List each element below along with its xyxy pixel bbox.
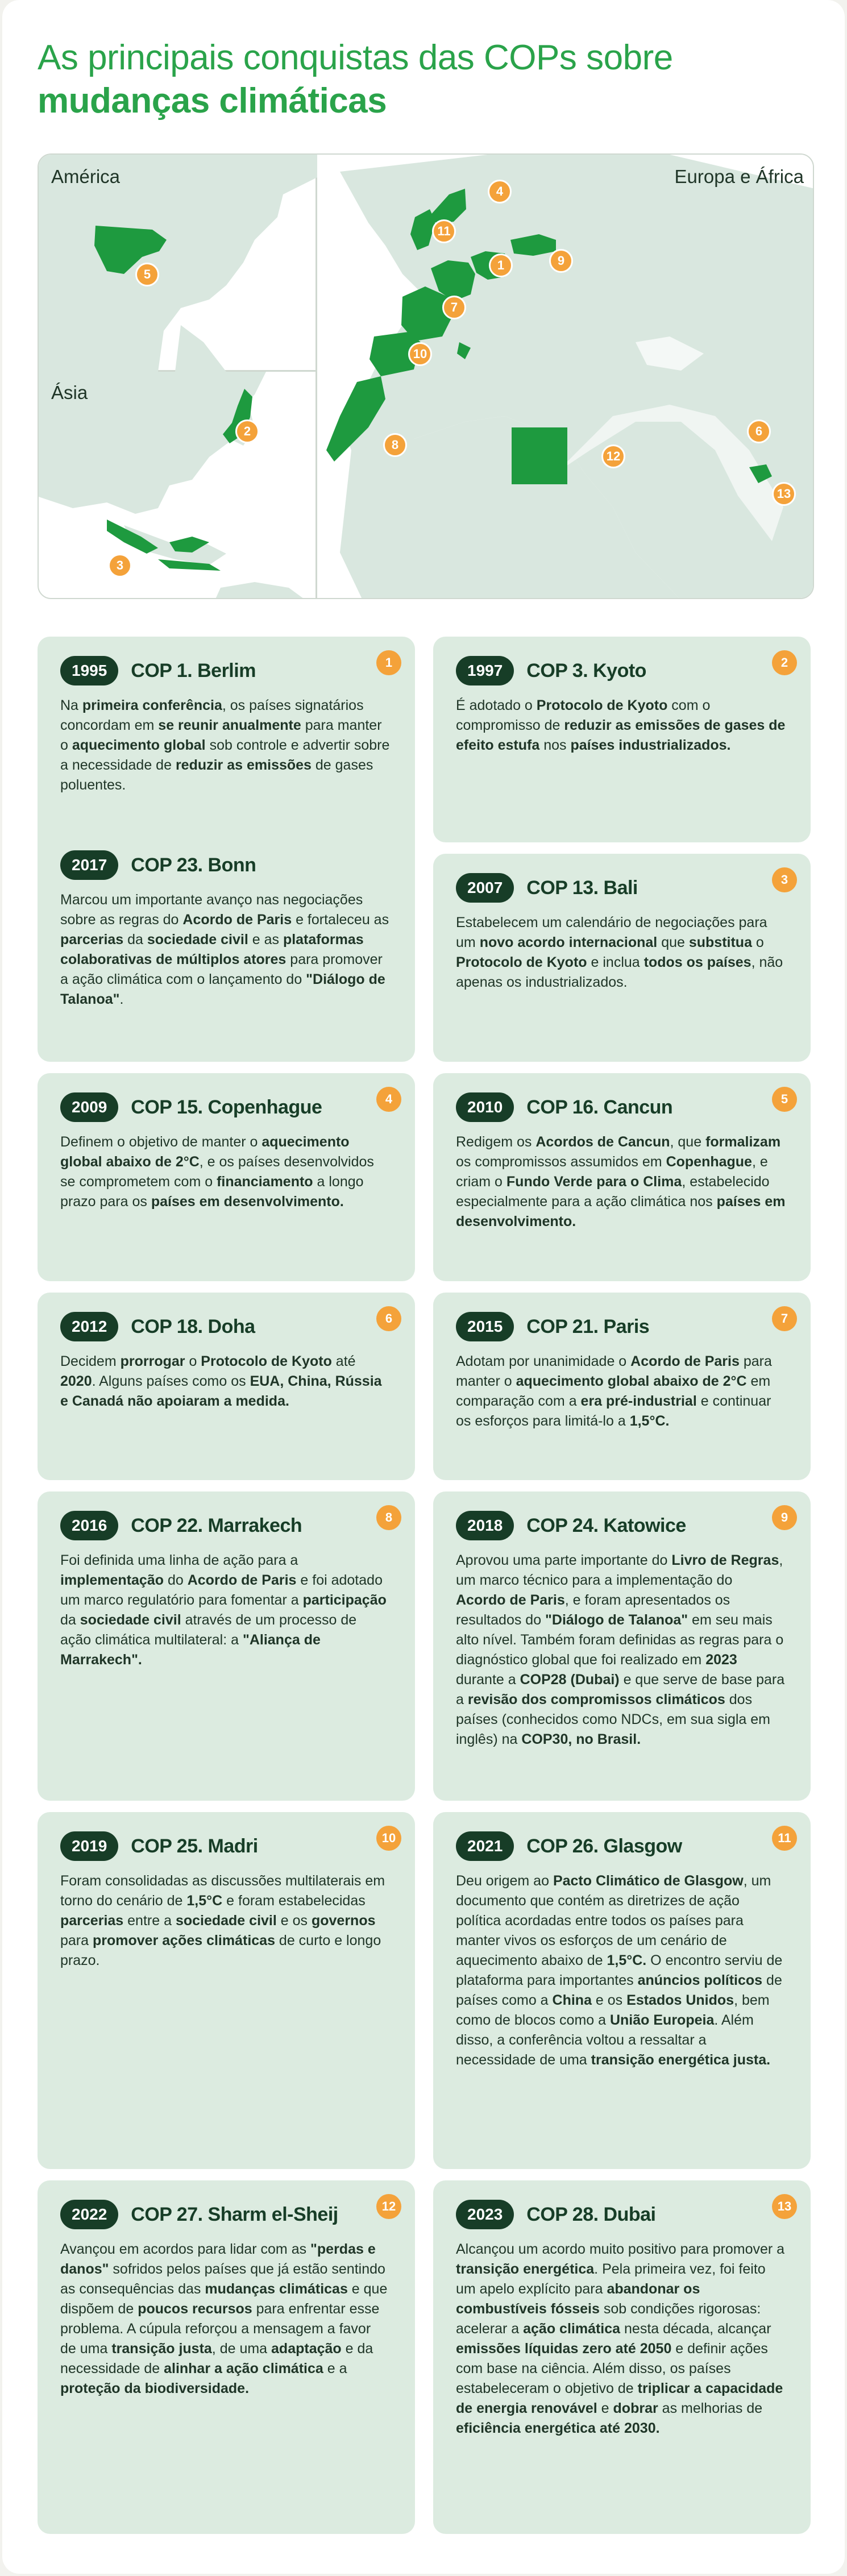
map-pin-7[interactable]: 7 (442, 296, 466, 319)
highlight-text: países em desenvolvimento. (456, 1194, 786, 1229)
highlight-text: COP28 (Dubai) (520, 1672, 620, 1688)
body-text: as melhorias de (658, 2400, 763, 2416)
body-text: Avançou em acordos para lidar com as (60, 2241, 311, 2257)
cop-card (433, 2180, 811, 2534)
cop-title: COP 23. Bonn (131, 854, 256, 876)
map-pin-9[interactable]: 9 (549, 249, 573, 273)
body-text: de curto e longo prazo. (60, 1933, 381, 1968)
event-header (456, 873, 786, 903)
body-text: , que (670, 1134, 706, 1150)
cop-event (456, 1312, 786, 1431)
event-header (60, 2200, 390, 2229)
cop-event (60, 1312, 390, 1411)
year-badge: 2016 (60, 1511, 118, 1540)
year-badge: 2007 (456, 873, 514, 903)
body-text: e inclua (587, 954, 644, 970)
highlight-text: sociedade civil (175, 1913, 277, 1929)
body-text: com o compromisso de (456, 697, 711, 733)
highlight-text: primeira conferência (82, 697, 222, 713)
map-panel-asia (39, 372, 317, 599)
map-pin-11[interactable]: 11 (432, 219, 456, 243)
body-text: do (164, 1572, 188, 1588)
body-text: para promover a ação climática com o lançamento do (60, 952, 383, 987)
event-header (456, 1312, 786, 1341)
highlight-text: Acordos de Cancun (535, 1134, 670, 1150)
highlight-text: anúncios políticos (637, 1972, 763, 1988)
highlight-text: mudanças climáticas (205, 2281, 348, 2297)
highlight-text: promover ações climáticas (92, 1933, 275, 1948)
cop-title: COP 22. Marrakech (131, 1514, 302, 1536)
body-text: Estabelecem um calendário de negociações para um (456, 915, 767, 950)
highlight-text: emissões líquidas zero até 2050 (456, 2341, 672, 2357)
country-egypt (512, 427, 567, 484)
body-text: para manter o (456, 1353, 772, 1389)
highlight-text: prorrogar (120, 1353, 185, 1369)
highlight-text: Protocolo de Kyoto (536, 697, 668, 713)
cop-card (38, 1293, 415, 1480)
cop-event (60, 656, 390, 795)
card-number-badge: 10 (376, 1826, 401, 1851)
event-header (60, 850, 390, 880)
body-text: para (60, 1933, 93, 1948)
highlight-text: alinhar a ação climática (164, 2361, 323, 2376)
card-number-badge: 7 (772, 1306, 797, 1331)
year-badge: 1995 (60, 656, 118, 685)
highlight-text: Acordo de Paris (456, 1592, 565, 1608)
body-text: o (751, 934, 764, 950)
highlight-text: triplicar a capacidade de energia renovável (456, 2380, 783, 2416)
cop-title: COP 28. Dubai (526, 2203, 656, 2225)
highlight-text: transição energética (456, 2261, 595, 2277)
body-text: e que dispõem de (60, 2281, 388, 2317)
body-text: e foi adotado um marco regulatório para fomentar a (60, 1572, 383, 1608)
highlight-text: países em desenvolvimento. (151, 1194, 344, 1210)
year-badge: 2009 (60, 1092, 118, 1122)
card-number-badge: 11 (772, 1826, 797, 1851)
cop-title: COP 18. Doha (131, 1315, 255, 1337)
event-description (60, 1132, 390, 1212)
region-label-europe-africa: Europa e África (674, 166, 804, 187)
cop-card (433, 854, 811, 1062)
event-header (456, 1511, 786, 1540)
event-description (60, 2240, 390, 2399)
highlight-text: Protocolo de Kyoto (201, 1353, 332, 1369)
event-header (60, 1312, 390, 1341)
cop-event (456, 873, 786, 992)
highlight-text: proteção da biodiversidade. (60, 2380, 250, 2396)
year-badge: 2010 (456, 1092, 514, 1122)
highlight-text: COP30, no Brasil. (521, 1731, 641, 1747)
body-text: , bem como de blocos como a (456, 1992, 770, 2028)
body-text: nesta década, alcançar (620, 2321, 771, 2337)
year-badge: 2017 (60, 850, 118, 880)
highlight-text: se reunir anualmente (158, 717, 301, 733)
cop-title: COP 21. Paris (526, 1315, 650, 1337)
body-text: , não apenas os industrializados. (456, 954, 783, 990)
cop-title: COP 25. Madri (131, 1835, 258, 1857)
year-badge: 2021 (456, 1831, 514, 1861)
card-number-badge: 12 (376, 2194, 401, 2219)
map-pin-1[interactable]: 1 (489, 254, 513, 277)
body-text: É adotado o (456, 697, 537, 713)
year-badge: 2019 (60, 1831, 118, 1861)
card-number-badge: 2 (772, 650, 797, 675)
event-description (60, 696, 390, 795)
body-text: de países como a (456, 1972, 782, 2008)
cop-event (60, 1092, 390, 1212)
event-header (60, 1831, 390, 1861)
cop-event (60, 1511, 390, 1670)
body-text: . Pela primeira vez, foi feito um apelo explícito para (456, 2261, 766, 2297)
map-pin-12[interactable]: 12 (601, 444, 625, 468)
highlight-text: transição energética justa. (591, 2052, 771, 2068)
body-text: Deu origem ao (456, 1873, 553, 1889)
page-title (38, 36, 777, 123)
cop-card (38, 637, 415, 1062)
cop-event (456, 1092, 786, 1232)
body-text: e fortaleceu as (292, 912, 389, 928)
body-text: e que serve de base para a (456, 1672, 785, 1707)
highlight-text: era pré-industrial (580, 1393, 697, 1409)
body-text: . (119, 991, 124, 1007)
body-text: dos países (conhecidos como NDCs, em sua sigla em inglês) na (456, 1692, 771, 1747)
highlight-text: eficiência energética até 2030. (456, 2420, 660, 2436)
card-number-badge: 13 (772, 2194, 797, 2219)
cop-event (60, 850, 390, 1009)
asia-map (39, 372, 317, 599)
cop-card (433, 1293, 811, 1480)
highlight-text: formalizam (705, 1134, 781, 1150)
event-description (456, 913, 786, 992)
highlight-text: parcerias (60, 1913, 124, 1929)
highlight-text: Acordo de Paris (182, 912, 292, 928)
body-text: sofridos pelos países que já estão sentindo as consequências das (60, 2261, 385, 2297)
event-description (456, 1871, 786, 2070)
body-text: e os (591, 1992, 627, 2008)
body-text: . Alguns países como os (92, 1373, 250, 1389)
cop-event (456, 656, 786, 755)
body-text: o (185, 1353, 201, 1369)
body-text: e as (248, 932, 283, 948)
body-text: , e criam o (456, 1154, 768, 1190)
body-text: para manter o (60, 717, 382, 753)
region-label-america: América (51, 166, 121, 187)
event-header (456, 1831, 786, 1861)
highlight-text: "Diálogo de Talanoa" (60, 971, 385, 1007)
body-text: , um documento que contém as diretrizes de ação política acordadas entre todos os países para manter vivos os esforços de um cenário de aquecimento abaixo de (456, 1873, 771, 1968)
highlight-text: revisão dos compromissos climáticos (467, 1692, 725, 1707)
highlight-text: plataformas colaborativas de múltiplos atores (60, 932, 364, 967)
map-pin-8[interactable]: 8 (383, 433, 407, 457)
cop-event (456, 2200, 786, 2438)
body-text: que (657, 934, 689, 950)
event-header (60, 1511, 390, 1540)
map (38, 153, 814, 599)
event-header (60, 656, 390, 685)
highlight-text: Pacto Climático de Glasgow (553, 1873, 744, 1889)
body-text: Adotam por unanimidade o (456, 1353, 631, 1369)
body-text: , de uma (211, 2341, 272, 2357)
highlight-text: parcerias (60, 932, 124, 948)
highlight-text: Acordo de Paris (630, 1353, 740, 1369)
event-header (60, 1092, 390, 1122)
highlight-text: EUA, China, Rússia e Canadá não apoiaram a medida. (60, 1373, 382, 1409)
map-pin-4[interactable]: 4 (488, 180, 512, 203)
event-description (456, 2240, 786, 2438)
body-text: , estabelecido especialmente para a ação climática nos (456, 1174, 770, 1210)
card-number-badge: 9 (772, 1505, 797, 1530)
highlight-text: Estados Unidos (626, 1992, 734, 2008)
year-badge: 2012 (60, 1312, 118, 1341)
body-text: em comparação com a (456, 1373, 771, 1409)
highlight-text: financiamento (217, 1174, 313, 1190)
cop-event (456, 1511, 786, 1750)
highlight-text: União Europeia (609, 2012, 715, 2028)
body-text: através de um processo de ação climática multilateral: a (60, 1612, 357, 1648)
infographic (2, 0, 845, 2574)
cop-event (60, 2200, 390, 2399)
title-line-2: mudanças climáticas (38, 81, 387, 121)
year-badge: 2018 (456, 1511, 514, 1540)
highlight-text: reduzir as emissões de gases de efeito estufa (456, 717, 786, 753)
cop-event (456, 1831, 786, 2070)
highlight-text: participação (302, 1592, 387, 1608)
highlight-text: sociedade civil (80, 1612, 181, 1628)
highlight-text: novo acordo internacional (479, 934, 658, 950)
highlight-text: países industrializados. (570, 737, 731, 753)
body-text: nos (539, 737, 571, 753)
body-text: O encontro serviu de plataforma para importantes (456, 1952, 783, 1988)
body-text: Redigem os (456, 1134, 536, 1150)
highlight-text: aquecimento global abaixo de 2°C (60, 1134, 350, 1170)
body-text: , e os países desenvolvidos se comprometem com o (60, 1154, 374, 1190)
highlight-text: ação climática (523, 2321, 621, 2337)
body-text: Na (60, 697, 82, 713)
cop-title: COP 3. Kyoto (526, 659, 646, 682)
map-panel-america (39, 155, 317, 372)
highlight-text: 1,5°C. (629, 1413, 670, 1429)
highlight-text: Protocolo de Kyoto (456, 954, 587, 970)
cop-card (433, 1073, 811, 1281)
body-text: e a (323, 2361, 347, 2376)
map-pin-3[interactable]: 3 (108, 554, 132, 577)
cop-card (38, 1812, 415, 2169)
card-number-badge: 3 (772, 867, 797, 892)
highlight-text: China (552, 1992, 592, 2008)
body-text: , os países signatários concordam em (60, 697, 364, 733)
cop-card (433, 637, 811, 842)
highlight-text: sociedade civil (147, 932, 248, 948)
body-text: Definem o objetivo de manter o (60, 1134, 262, 1150)
body-text: e continuar os esforços para limitá-lo a (456, 1393, 771, 1429)
cop-title: COP 1. Berlim (131, 659, 256, 682)
cop-title: COP 15. Copenhague (131, 1096, 322, 1118)
body-text: para enfrentar esse problema. A cúpula reforçou a mensagem a favor de uma (60, 2301, 380, 2357)
event-description (456, 1352, 786, 1431)
body-text: Foram consolidadas as discussões multilaterais em torno do cenário de (60, 1873, 385, 1909)
year-badge: 2023 (456, 2200, 514, 2229)
body-text: até (331, 1353, 356, 1369)
body-text: da (123, 932, 147, 948)
highlight-text: poucos recursos (138, 2301, 252, 2317)
highlight-text: reduzir as emissões (175, 757, 312, 773)
body-text: Decidem (60, 1353, 121, 1369)
body-text: Marcou um importante avanço nas negociações sobre as regras do (60, 892, 363, 928)
cop-title: COP 24. Katowice (526, 1514, 686, 1536)
body-text: em seu mais alto nível. Também foram definidas as regras para o diagnóstico global que foi realizado em (456, 1612, 784, 1668)
highlight-text: todos os países (643, 954, 751, 970)
body-text: e foram estabelecidas (222, 1893, 366, 1909)
cop-title: COP 13. Bali (526, 876, 638, 899)
body-text: sob condições rigorosas: acelerar a (456, 2301, 761, 2337)
card-number-badge: 8 (376, 1505, 401, 1530)
body-text: , um marco técnico para a implementação do (456, 1552, 783, 1588)
cop-event (60, 1831, 390, 1971)
highlight-text: "Aliança de Marrakech". (60, 1632, 321, 1668)
region-label-asia: Ásia (51, 382, 88, 403)
map-pin-2[interactable]: 2 (235, 419, 259, 443)
event-description (60, 890, 390, 1009)
europe-africa-map (317, 155, 814, 599)
event-description (60, 1871, 390, 1971)
highlight-text: "Diálogo de Talanoa" (545, 1612, 688, 1628)
event-description (60, 1352, 390, 1411)
highlight-text: governos (311, 1913, 376, 1929)
body-text: sob controle e advertir sobre a necessidade de (60, 737, 390, 773)
body-text: e os (276, 1913, 312, 1929)
highlight-text: aquecimento global (72, 737, 206, 753)
event-description (456, 696, 786, 755)
highlight-text: 2020 (60, 1373, 92, 1389)
map-pin-10[interactable]: 10 (408, 342, 432, 366)
highlight-text: "perdas e danos" (60, 2241, 376, 2277)
event-header (456, 656, 786, 685)
highlight-text: Fundo Verde para o Clima (506, 1174, 682, 1190)
map-pin-13[interactable]: 13 (772, 482, 796, 506)
card-number-badge: 6 (376, 1306, 401, 1331)
year-badge: 2015 (456, 1312, 514, 1341)
cop-card (38, 1491, 415, 1801)
highlight-text: adaptação (271, 2341, 342, 2357)
highlight-text: 1,5°C. (607, 1952, 647, 1968)
year-badge: 1997 (456, 656, 514, 685)
body-text: , e foram apresentados os resultados do (456, 1592, 730, 1628)
cop-title: COP 27. Sharm el-Sheij (131, 2203, 338, 2225)
cop-card (433, 1812, 811, 2169)
body-text: e definir ações com base na ciência. Além disso, os países estabeleceram o objetivo de (456, 2341, 768, 2396)
card-number-badge: 1 (376, 650, 401, 675)
highlight-text: Livro de Regras (671, 1552, 779, 1568)
body-text: Alcançou um acordo muito positivo para promover a (456, 2241, 785, 2257)
year-badge: 2022 (60, 2200, 118, 2229)
card-number-badge: 5 (772, 1087, 797, 1112)
body-text: durante a (456, 1672, 520, 1688)
highlight-text: Acordo de Paris (187, 1572, 297, 1588)
title-line-1: As principais conquistas das COPs sobre (38, 38, 673, 77)
cop-title: COP 26. Glasgow (526, 1835, 682, 1857)
event-description (456, 1551, 786, 1750)
event-header (456, 1092, 786, 1122)
highlight-text: 2023 (705, 1652, 737, 1668)
highlight-text: implementação (60, 1572, 164, 1588)
body-text: os compromissos assumidos em (456, 1154, 666, 1170)
map-pin-5[interactable]: 5 (135, 263, 159, 286)
body-text: a longo prazo para os (60, 1174, 364, 1210)
highlight-text: Copenhague (666, 1154, 752, 1170)
event-description (456, 1132, 786, 1232)
body-text: e da necessidade de (60, 2341, 373, 2376)
card-number-badge: 4 (376, 1087, 401, 1112)
cop-title: COP 16. Cancun (526, 1096, 673, 1118)
body-text: Aprovou uma parte importante do (456, 1552, 672, 1568)
body-text: da (60, 1612, 80, 1628)
highlight-text: 1,5°C (186, 1893, 223, 1909)
body-text: entre a (123, 1913, 176, 1929)
event-header (456, 2200, 786, 2229)
body-text: e (597, 2400, 613, 2416)
highlight-text: abandonar os combustíveis fósseis (456, 2281, 700, 2317)
map-panel-europe-africa (317, 155, 814, 599)
highlight-text: dobrar (613, 2400, 658, 2416)
highlight-text: substitua (688, 934, 752, 950)
body-text: . Além disso, a conferência voltou a ressaltar a necessidade de uma (456, 2012, 754, 2068)
cop-card (433, 1491, 811, 1801)
cop-card (38, 1073, 415, 1281)
body-text: de gases poluentes. (60, 757, 373, 793)
event-description (60, 1551, 390, 1670)
highlight-text: transição justa (111, 2341, 212, 2357)
map-pin-6[interactable]: 6 (747, 419, 771, 443)
body-text: Foi definida uma linha de ação para a (60, 1552, 298, 1568)
cop-card (38, 2180, 415, 2534)
highlight-text: aquecimento global abaixo de 2°C (516, 1373, 747, 1389)
